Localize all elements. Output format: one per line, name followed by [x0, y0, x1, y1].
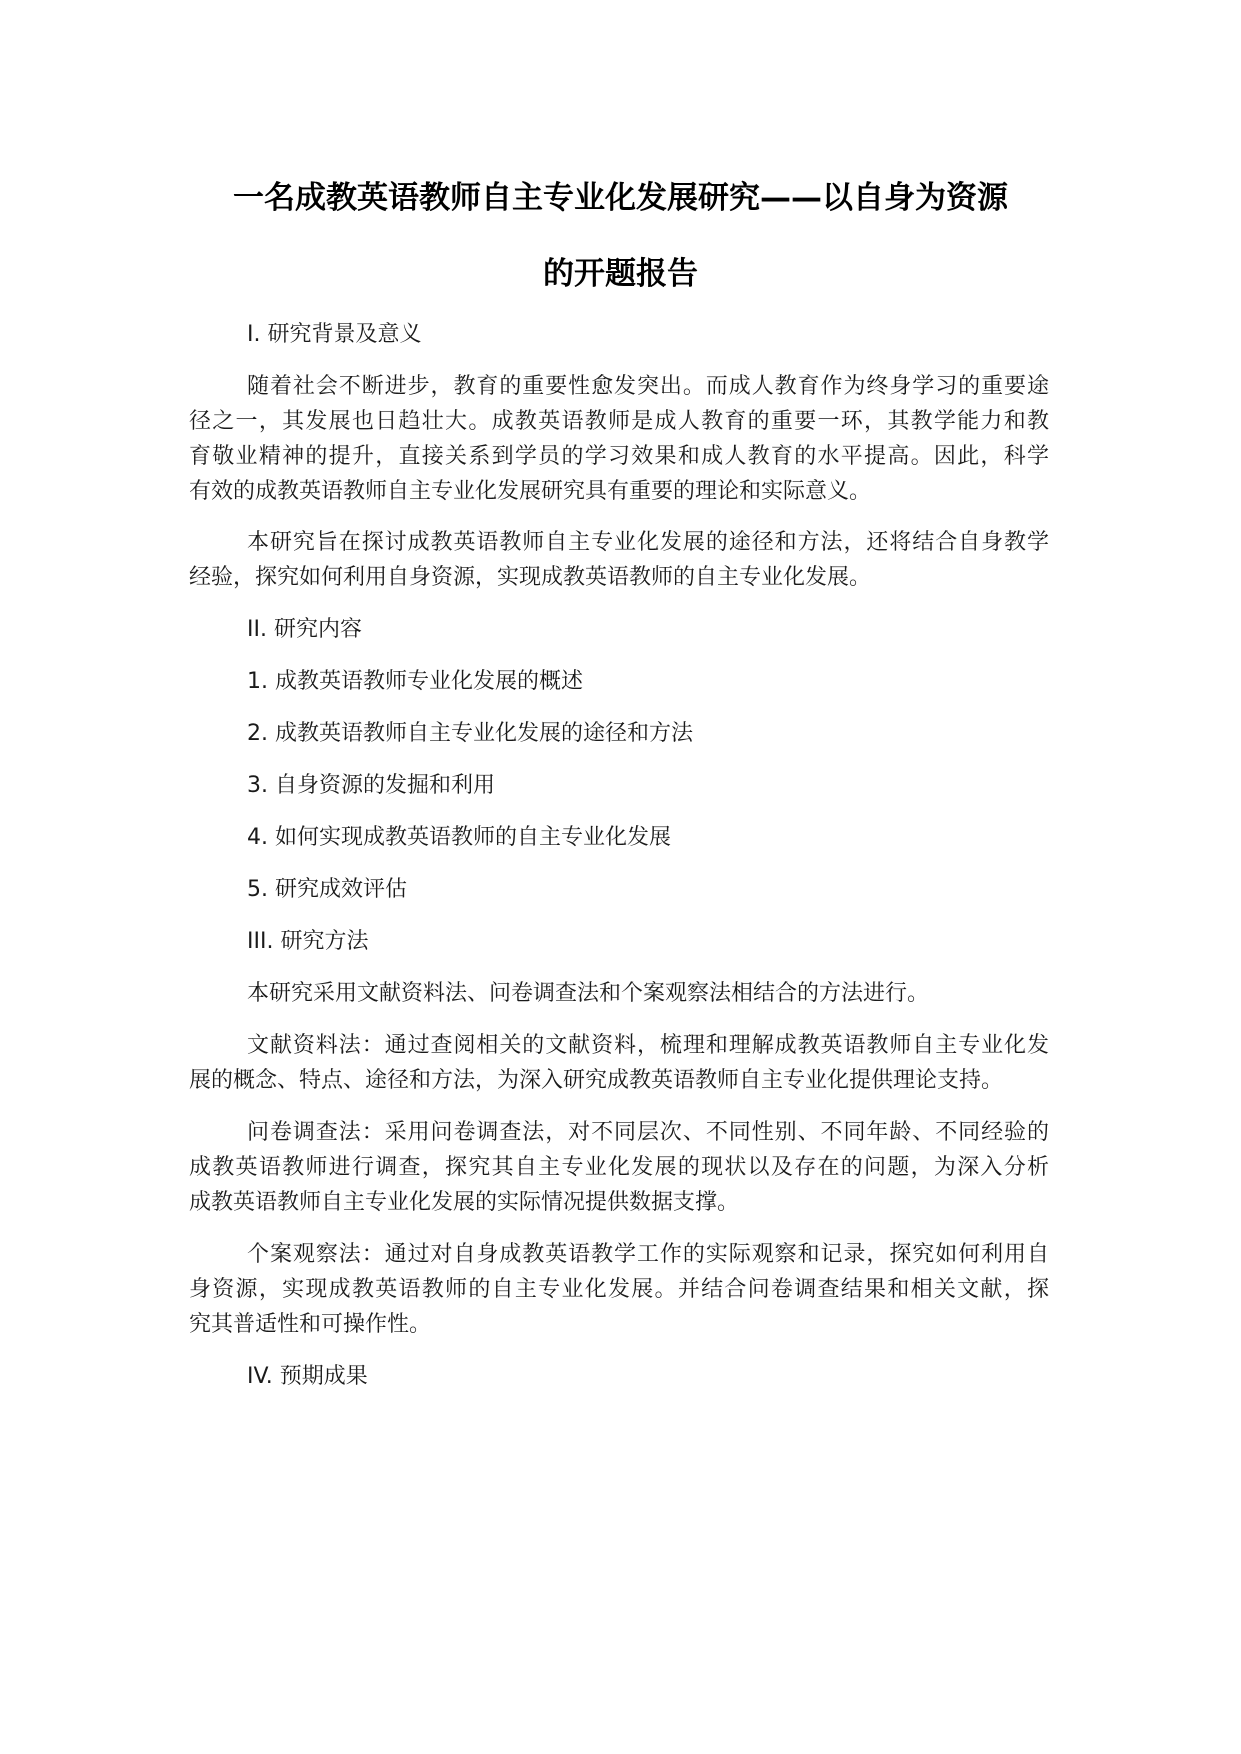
- method-literature-line: 文献资料法：通过查阅相关的文献资料，梳理和理解成教英语教师自主专业化发: [247, 1033, 1049, 1058]
- content-list-item: 1. 成教英语教师专业化发展的概述: [247, 669, 583, 694]
- paragraph-background-line: 育敬业精神的提升，直接关系到学员的学习效果和成人教育的水平提高。因此，科学: [189, 444, 1049, 469]
- content-list-item: 3. 自身资源的发掘和利用: [247, 773, 495, 798]
- section-heading-outcomes: IV. 预期成果: [247, 1364, 368, 1389]
- content-list-item: 5. 研究成效评估: [247, 877, 407, 902]
- method-survey-line: 成教英语教师进行调查，探究其自主专业化发展的现状以及存在的问题，为深入分析: [189, 1155, 1049, 1180]
- section-heading-background: I. 研究背景及意义: [247, 322, 422, 347]
- content-list-item: 4. 如何实现成教英语教师的自主专业化发展: [247, 825, 671, 850]
- method-survey-line: 成教英语教师自主专业化发展的实际情况提供数据支撑。: [189, 1190, 740, 1215]
- method-survey-line: 问卷调查法：采用问卷调查法，对不同层次、不同性别、不同年龄、不同经验的: [247, 1120, 1049, 1145]
- section-heading-content: II. 研究内容: [247, 617, 362, 642]
- paragraph-background-line: 有效的成教英语教师自主专业化发展研究具有重要的理论和实际意义。: [189, 479, 872, 504]
- paragraph-purpose-line: 经验，探究如何利用自身资源，实现成教英语教师的自主专业化发展。: [189, 565, 872, 590]
- document-title-line-1: 一名成教英语教师自主专业化发展研究——以自身为资源: [233, 180, 1008, 216]
- methods-intro: 本研究采用文献资料法、问卷调查法和个案观察法相结合的方法进行。: [247, 981, 930, 1006]
- section-heading-methods: III. 研究方法: [247, 929, 369, 954]
- paragraph-purpose-line: 本研究旨在探讨成教英语教师自主专业化发展的途径和方法，还将结合自身教学: [247, 530, 1049, 555]
- paragraph-background-line: 随着社会不断进步，教育的重要性愈发突出。而成人教育作为终身学习的重要途: [247, 374, 1049, 399]
- method-case-line: 身资源，实现成教英语教师的自主专业化发展。并结合问卷调查结果和相关文献，探: [189, 1277, 1049, 1302]
- method-case-line: 究其普适性和可操作性。: [189, 1312, 432, 1337]
- paragraph-background-line: 径之一，其发展也日趋壮大。成教英语教师是成人教育的重要一环，其教学能力和教: [189, 409, 1049, 434]
- method-case-line: 个案观察法：通过对自身成教英语教学工作的实际观察和记录，探究如何利用自: [247, 1242, 1049, 1267]
- content-list-item: 2. 成教英语教师自主专业化发展的途径和方法: [247, 721, 693, 746]
- document-title-line-2: 的开题报告: [543, 256, 698, 292]
- method-literature-line: 展的概念、特点、途径和方法，为深入研究成教英语教师自主专业化提供理论支持。: [189, 1068, 1004, 1093]
